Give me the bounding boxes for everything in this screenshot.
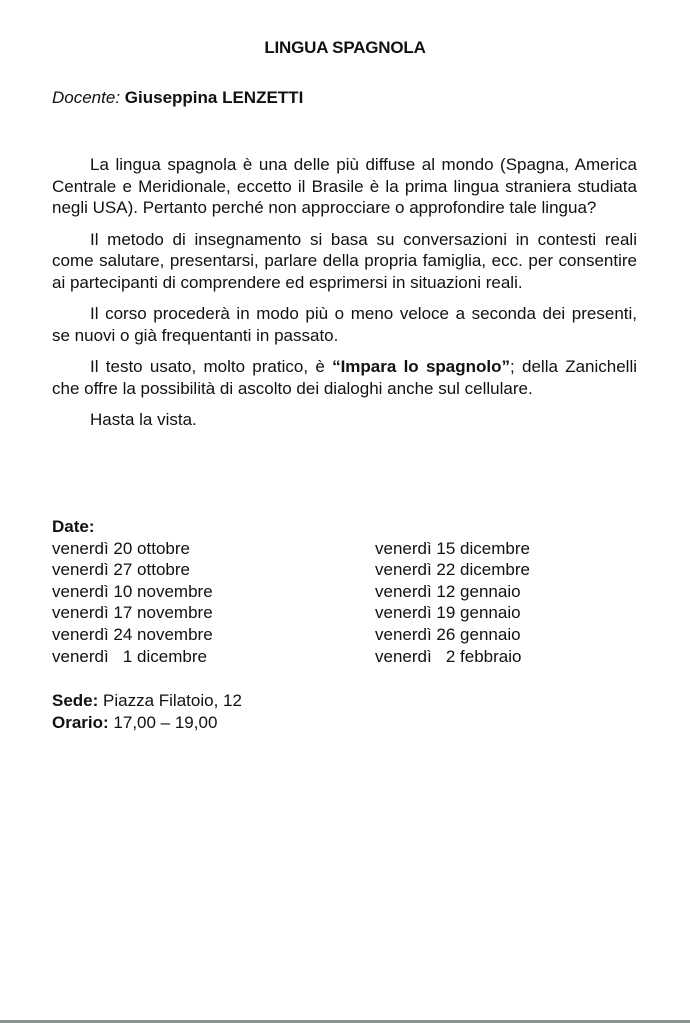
book-text-after: ; della Zanichelli che offre la possibilità di ascolto dei dialoghi anche sul cellulare. bbox=[52, 357, 638, 398]
course-description bbox=[52, 154, 637, 441]
date-item: venerdì 10 novembre bbox=[52, 581, 213, 601]
paragraph-closing: Hasta la vista. bbox=[90, 410, 197, 429]
date-item: venerdì 20 ottobre bbox=[52, 538, 190, 558]
date-item: venerdì 27 ottobre bbox=[52, 560, 190, 580]
teacher-name: Giuseppina LENZETTI bbox=[124, 88, 304, 107]
venue-time-section bbox=[52, 690, 242, 733]
paragraph-book bbox=[52, 356, 637, 399]
date-item: venerdì 12 gennaio bbox=[375, 581, 521, 601]
venue-label: Sede: bbox=[52, 691, 99, 710]
venue-value: Piazza Filatoio, 12 bbox=[98, 691, 242, 710]
time-line bbox=[52, 712, 242, 734]
date-item: venerdì 26 gennaio bbox=[375, 624, 521, 644]
time-label: Orario: bbox=[52, 712, 109, 732]
paragraph-intro: La lingua spagnola è una delle più diffuse al mondo (Spagna, America Centrale e Meridionale, eccetto il Brasile è la prima lingua straniera studiata negli USA). Pertanto perché non approcciare o approfondire tale lingua? bbox=[52, 155, 637, 217]
paragraph-method: Il metodo di insegnamento si basa su conversazioni in contesti reali come salutare, presentarsi, parlare della propria famiglia, ecc. per consentire ai partecipanti di comprendere ed esprimersi in situazioni reali. bbox=[52, 229, 637, 292]
teacher-line bbox=[52, 88, 303, 108]
book-title: “Impara lo spagnolo” bbox=[332, 357, 511, 376]
time-value: 17,00 – 19,00 bbox=[108, 712, 218, 732]
date-item: venerdì 24 novembre bbox=[52, 624, 213, 644]
paragraph-pace: Il corso procederà in modo più o meno veloce a seconda dei presenti, se nuovi o già frequentanti in passato. bbox=[52, 304, 637, 345]
dates-column-right bbox=[375, 538, 635, 668]
book-text-before: Il testo usato, molto pratico, è bbox=[90, 357, 333, 376]
date-item: venerdì 17 novembre bbox=[52, 603, 213, 623]
date-item: venerdì 15 dicembre bbox=[375, 538, 530, 558]
document-title: LINGUA SPAGNOLA bbox=[264, 38, 426, 57]
date-item: venerdì 1 dicembre bbox=[52, 646, 207, 666]
date-item: venerdì 19 gennaio bbox=[375, 603, 521, 623]
dates-section bbox=[52, 516, 652, 667]
dates-label: Date: bbox=[52, 517, 95, 536]
date-item: venerdì 22 dicembre bbox=[375, 560, 530, 580]
dates-column-left bbox=[52, 538, 375, 668]
date-item: venerdì 2 febbraio bbox=[375, 646, 522, 666]
venue-line bbox=[52, 690, 242, 712]
teacher-label: Docente: bbox=[52, 88, 121, 107]
